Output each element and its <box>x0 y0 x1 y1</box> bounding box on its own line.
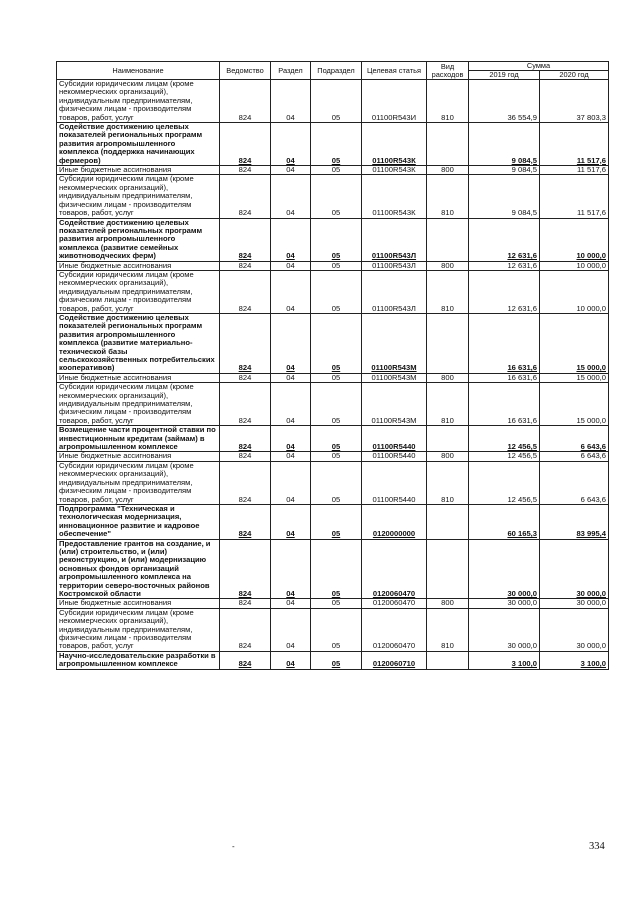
cell-2020: 3 100,0 <box>540 651 609 669</box>
cell-dept: 824 <box>220 175 271 218</box>
cell-kind <box>427 539 469 599</box>
table-row <box>57 539 609 599</box>
cell-kind <box>427 426 469 452</box>
cell-name: Субсидии юридическим лицам (кроме некоммерческих организаций), индивидуальным предпринимателям, физическим лицам - производителям товаров, работ, услуг <box>57 461 220 504</box>
cell-2020: 30 000,0 <box>540 599 609 608</box>
cell-2020: 15 000,0 <box>540 383 609 426</box>
cell-kind: 800 <box>427 373 469 382</box>
cell-2020: 11 517,6 <box>540 175 609 218</box>
cell-subsection: 05 <box>311 80 362 123</box>
table-row <box>57 270 609 313</box>
cell-subsection: 05 <box>311 539 362 599</box>
cell-name: Субсидии юридическим лицам (кроме некоммерческих организаций), индивидуальным предпринимателям, физическим лицам - производителям товаров, работ, услуг <box>57 383 220 426</box>
cell-subsection: 05 <box>311 270 362 313</box>
cell-dept: 824 <box>220 504 271 539</box>
cell-2020: 37 803,3 <box>540 80 609 123</box>
cell-section: 04 <box>271 383 311 426</box>
cell-subsection: 05 <box>311 261 362 270</box>
cell-section: 04 <box>271 651 311 669</box>
cell-target: 0120060470 <box>362 599 427 608</box>
cell-name: Содействие достижению целевых показателей региональных программ развития агропромышленного комплекса (развитие семейных животноводческих ферм) <box>57 218 220 261</box>
cell-name: Подпрограмма "Техническая и технологическая модернизация, инновационное развитие и кадровое обеспечение" <box>57 504 220 539</box>
cell-kind <box>427 123 469 166</box>
cell-kind: 800 <box>427 166 469 175</box>
cell-section: 04 <box>271 426 311 452</box>
cell-name: Предоставление грантов на создание, и (или) строительство, и (или) реконструкцию, и (или) модернизацию основных фондов организаций агропромышленного комплекса на территории северо-восточных районов Костромской области <box>57 539 220 599</box>
cell-subsection: 05 <box>311 218 362 261</box>
cell-section: 04 <box>271 166 311 175</box>
cell-kind: 810 <box>427 608 469 651</box>
cell-dept: 824 <box>220 461 271 504</box>
header-sum: Сумма <box>469 62 609 71</box>
cell-2020: 6 643,6 <box>540 452 609 461</box>
cell-dept: 824 <box>220 426 271 452</box>
budget-table <box>56 61 609 670</box>
cell-dept: 824 <box>220 80 271 123</box>
table-row <box>57 651 609 669</box>
cell-2019: 12 631,6 <box>469 218 540 261</box>
table-row <box>57 426 609 452</box>
cell-subsection: 05 <box>311 452 362 461</box>
cell-name: Иные бюджетные ассигнования <box>57 452 220 461</box>
cell-target: 01100R543Л <box>362 261 427 270</box>
cell-2019: 30 000,0 <box>469 599 540 608</box>
cell-name: Возмещение части процентной ставки по инвестиционным кредитам (займам) в агропромышленном комплексе <box>57 426 220 452</box>
cell-dept: 824 <box>220 313 271 373</box>
cell-target: 01100R543И <box>362 80 427 123</box>
cell-kind: 800 <box>427 261 469 270</box>
cell-dept: 824 <box>220 166 271 175</box>
header-kind: Вид расходов <box>427 62 469 80</box>
cell-2019: 9 084,5 <box>469 123 540 166</box>
page-number: 334 <box>589 841 605 852</box>
cell-name: Иные бюджетные ассигнования <box>57 599 220 608</box>
header-2020: 2020 год <box>540 71 609 80</box>
cell-name: Субсидии юридическим лицам (кроме некоммерческих организаций), индивидуальным предпринимателям, физическим лицам - производителям товаров, работ, услуг <box>57 80 220 123</box>
cell-2020: 10 000,0 <box>540 261 609 270</box>
cell-2020: 30 000,0 <box>540 539 609 599</box>
header-2019: 2019 год <box>469 71 540 80</box>
cell-section: 04 <box>271 80 311 123</box>
cell-subsection: 05 <box>311 166 362 175</box>
cell-kind: 810 <box>427 383 469 426</box>
cell-2019: 60 165,3 <box>469 504 540 539</box>
cell-target: 01100R543М <box>362 313 427 373</box>
cell-subsection: 05 <box>311 313 362 373</box>
cell-dept: 824 <box>220 270 271 313</box>
table-row <box>57 608 609 651</box>
cell-section: 04 <box>271 270 311 313</box>
cell-2020: 10 000,0 <box>540 270 609 313</box>
cell-target: 01100R543М <box>362 383 427 426</box>
cell-dept: 824 <box>220 373 271 382</box>
cell-subsection: 05 <box>311 373 362 382</box>
cell-kind <box>427 504 469 539</box>
cell-target: 01100R543М <box>362 373 427 382</box>
cell-2019: 9 084,5 <box>469 166 540 175</box>
cell-kind: 810 <box>427 80 469 123</box>
cell-subsection: 05 <box>311 599 362 608</box>
table-row <box>57 599 609 608</box>
cell-name: Научно-исследовательские разработки в агропромышленном комплексе <box>57 651 220 669</box>
cell-dept: 824 <box>220 651 271 669</box>
cell-2020: 6 643,6 <box>540 426 609 452</box>
cell-dept: 824 <box>220 261 271 270</box>
cell-section: 04 <box>271 539 311 599</box>
cell-section: 04 <box>271 123 311 166</box>
cell-2020: 10 000,0 <box>540 218 609 261</box>
cell-section: 04 <box>271 608 311 651</box>
cell-name: Иные бюджетные ассигнования <box>57 166 220 175</box>
cell-kind: 810 <box>427 461 469 504</box>
cell-2019: 12 456,5 <box>469 426 540 452</box>
table-row <box>57 461 609 504</box>
footer-mark: - <box>232 842 235 851</box>
cell-dept: 824 <box>220 383 271 426</box>
cell-subsection: 05 <box>311 426 362 452</box>
cell-kind: 800 <box>427 599 469 608</box>
cell-subsection: 05 <box>311 651 362 669</box>
cell-2020: 15 000,0 <box>540 373 609 382</box>
cell-dept: 824 <box>220 608 271 651</box>
table-row <box>57 175 609 218</box>
cell-subsection: 05 <box>311 608 362 651</box>
cell-2019: 16 631,6 <box>469 383 540 426</box>
header-name: Наименование <box>57 62 220 80</box>
cell-2019: 16 631,6 <box>469 373 540 382</box>
cell-2019: 16 631,6 <box>469 313 540 373</box>
cell-target: 01100R543К <box>362 123 427 166</box>
cell-target: 01100R543Л <box>362 218 427 261</box>
cell-2020: 83 995,4 <box>540 504 609 539</box>
cell-subsection: 05 <box>311 123 362 166</box>
cell-dept: 824 <box>220 452 271 461</box>
table-row <box>57 504 609 539</box>
cell-section: 04 <box>271 599 311 608</box>
cell-subsection: 05 <box>311 461 362 504</box>
cell-2019: 30 000,0 <box>469 608 540 651</box>
cell-2020: 15 000,0 <box>540 313 609 373</box>
header-target: Целевая статья <box>362 62 427 80</box>
cell-name: Иные бюджетные ассигнования <box>57 261 220 270</box>
cell-dept: 824 <box>220 218 271 261</box>
cell-2020: 30 000,0 <box>540 608 609 651</box>
cell-2019: 9 084,5 <box>469 175 540 218</box>
cell-2020: 6 643,6 <box>540 461 609 504</box>
cell-target: 0120060710 <box>362 651 427 669</box>
cell-2019: 3 100,0 <box>469 651 540 669</box>
cell-target: 01100R5440 <box>362 452 427 461</box>
cell-subsection: 05 <box>311 504 362 539</box>
cell-kind <box>427 651 469 669</box>
cell-section: 04 <box>271 218 311 261</box>
table-row <box>57 452 609 461</box>
cell-section: 04 <box>271 175 311 218</box>
cell-kind <box>427 313 469 373</box>
cell-section: 04 <box>271 504 311 539</box>
cell-name: Субсидии юридическим лицам (кроме некоммерческих организаций), индивидуальным предпринимателям, физическим лицам - производителям товаров, работ, услуг <box>57 270 220 313</box>
cell-name: Содействие достижению целевых показателей региональных программ развития агропромышленного комплекса (поддержка начинающих фермеров) <box>57 123 220 166</box>
cell-section: 04 <box>271 313 311 373</box>
cell-name: Иные бюджетные ассигнования <box>57 373 220 382</box>
table-row <box>57 313 609 373</box>
cell-2020: 11 517,6 <box>540 166 609 175</box>
table-row <box>57 383 609 426</box>
header-section: Раздел <box>271 62 311 80</box>
cell-dept: 824 <box>220 539 271 599</box>
cell-subsection: 05 <box>311 383 362 426</box>
cell-target: 0120060470 <box>362 608 427 651</box>
cell-2019: 30 000,0 <box>469 539 540 599</box>
cell-target: 0120000000 <box>362 504 427 539</box>
table-row <box>57 80 609 123</box>
cell-target: 01100R5440 <box>362 426 427 452</box>
cell-section: 04 <box>271 261 311 270</box>
cell-2019: 12 631,6 <box>469 261 540 270</box>
cell-section: 04 <box>271 452 311 461</box>
cell-target: 01100R543К <box>362 166 427 175</box>
cell-2019: 12 631,6 <box>469 270 540 313</box>
cell-dept: 824 <box>220 599 271 608</box>
cell-2019: 12 456,5 <box>469 461 540 504</box>
cell-2019: 36 554,9 <box>469 80 540 123</box>
cell-section: 04 <box>271 373 311 382</box>
cell-2019: 12 456,5 <box>469 452 540 461</box>
cell-name: Субсидии юридическим лицам (кроме некоммерческих организаций), индивидуальным предпринимателям, физическим лицам - производителям товаров, работ, услуг <box>57 175 220 218</box>
cell-name: Субсидии юридическим лицам (кроме некоммерческих организаций), индивидуальным предпринимателям, физическим лицам - производителям товаров, работ, услуг <box>57 608 220 651</box>
table-row <box>57 123 609 166</box>
cell-target: 01100R543К <box>362 175 427 218</box>
cell-target: 01100R543Л <box>362 270 427 313</box>
cell-kind: 810 <box>427 175 469 218</box>
cell-target: 0120060470 <box>362 539 427 599</box>
header-subsection: Подраздел <box>311 62 362 80</box>
cell-section: 04 <box>271 461 311 504</box>
cell-kind <box>427 218 469 261</box>
cell-dept: 824 <box>220 123 271 166</box>
cell-2020: 11 517,6 <box>540 123 609 166</box>
cell-kind: 810 <box>427 270 469 313</box>
cell-kind: 800 <box>427 452 469 461</box>
cell-target: 01100R5440 <box>362 461 427 504</box>
table-row <box>57 218 609 261</box>
header-dept: Ведомство <box>220 62 271 80</box>
cell-name: Содействие достижению целевых показателей региональных программ развития агропромышленного комплекса (развитие материально-технической базы сельскохозяйственных потребительских кооперативов) <box>57 313 220 373</box>
cell-subsection: 05 <box>311 175 362 218</box>
